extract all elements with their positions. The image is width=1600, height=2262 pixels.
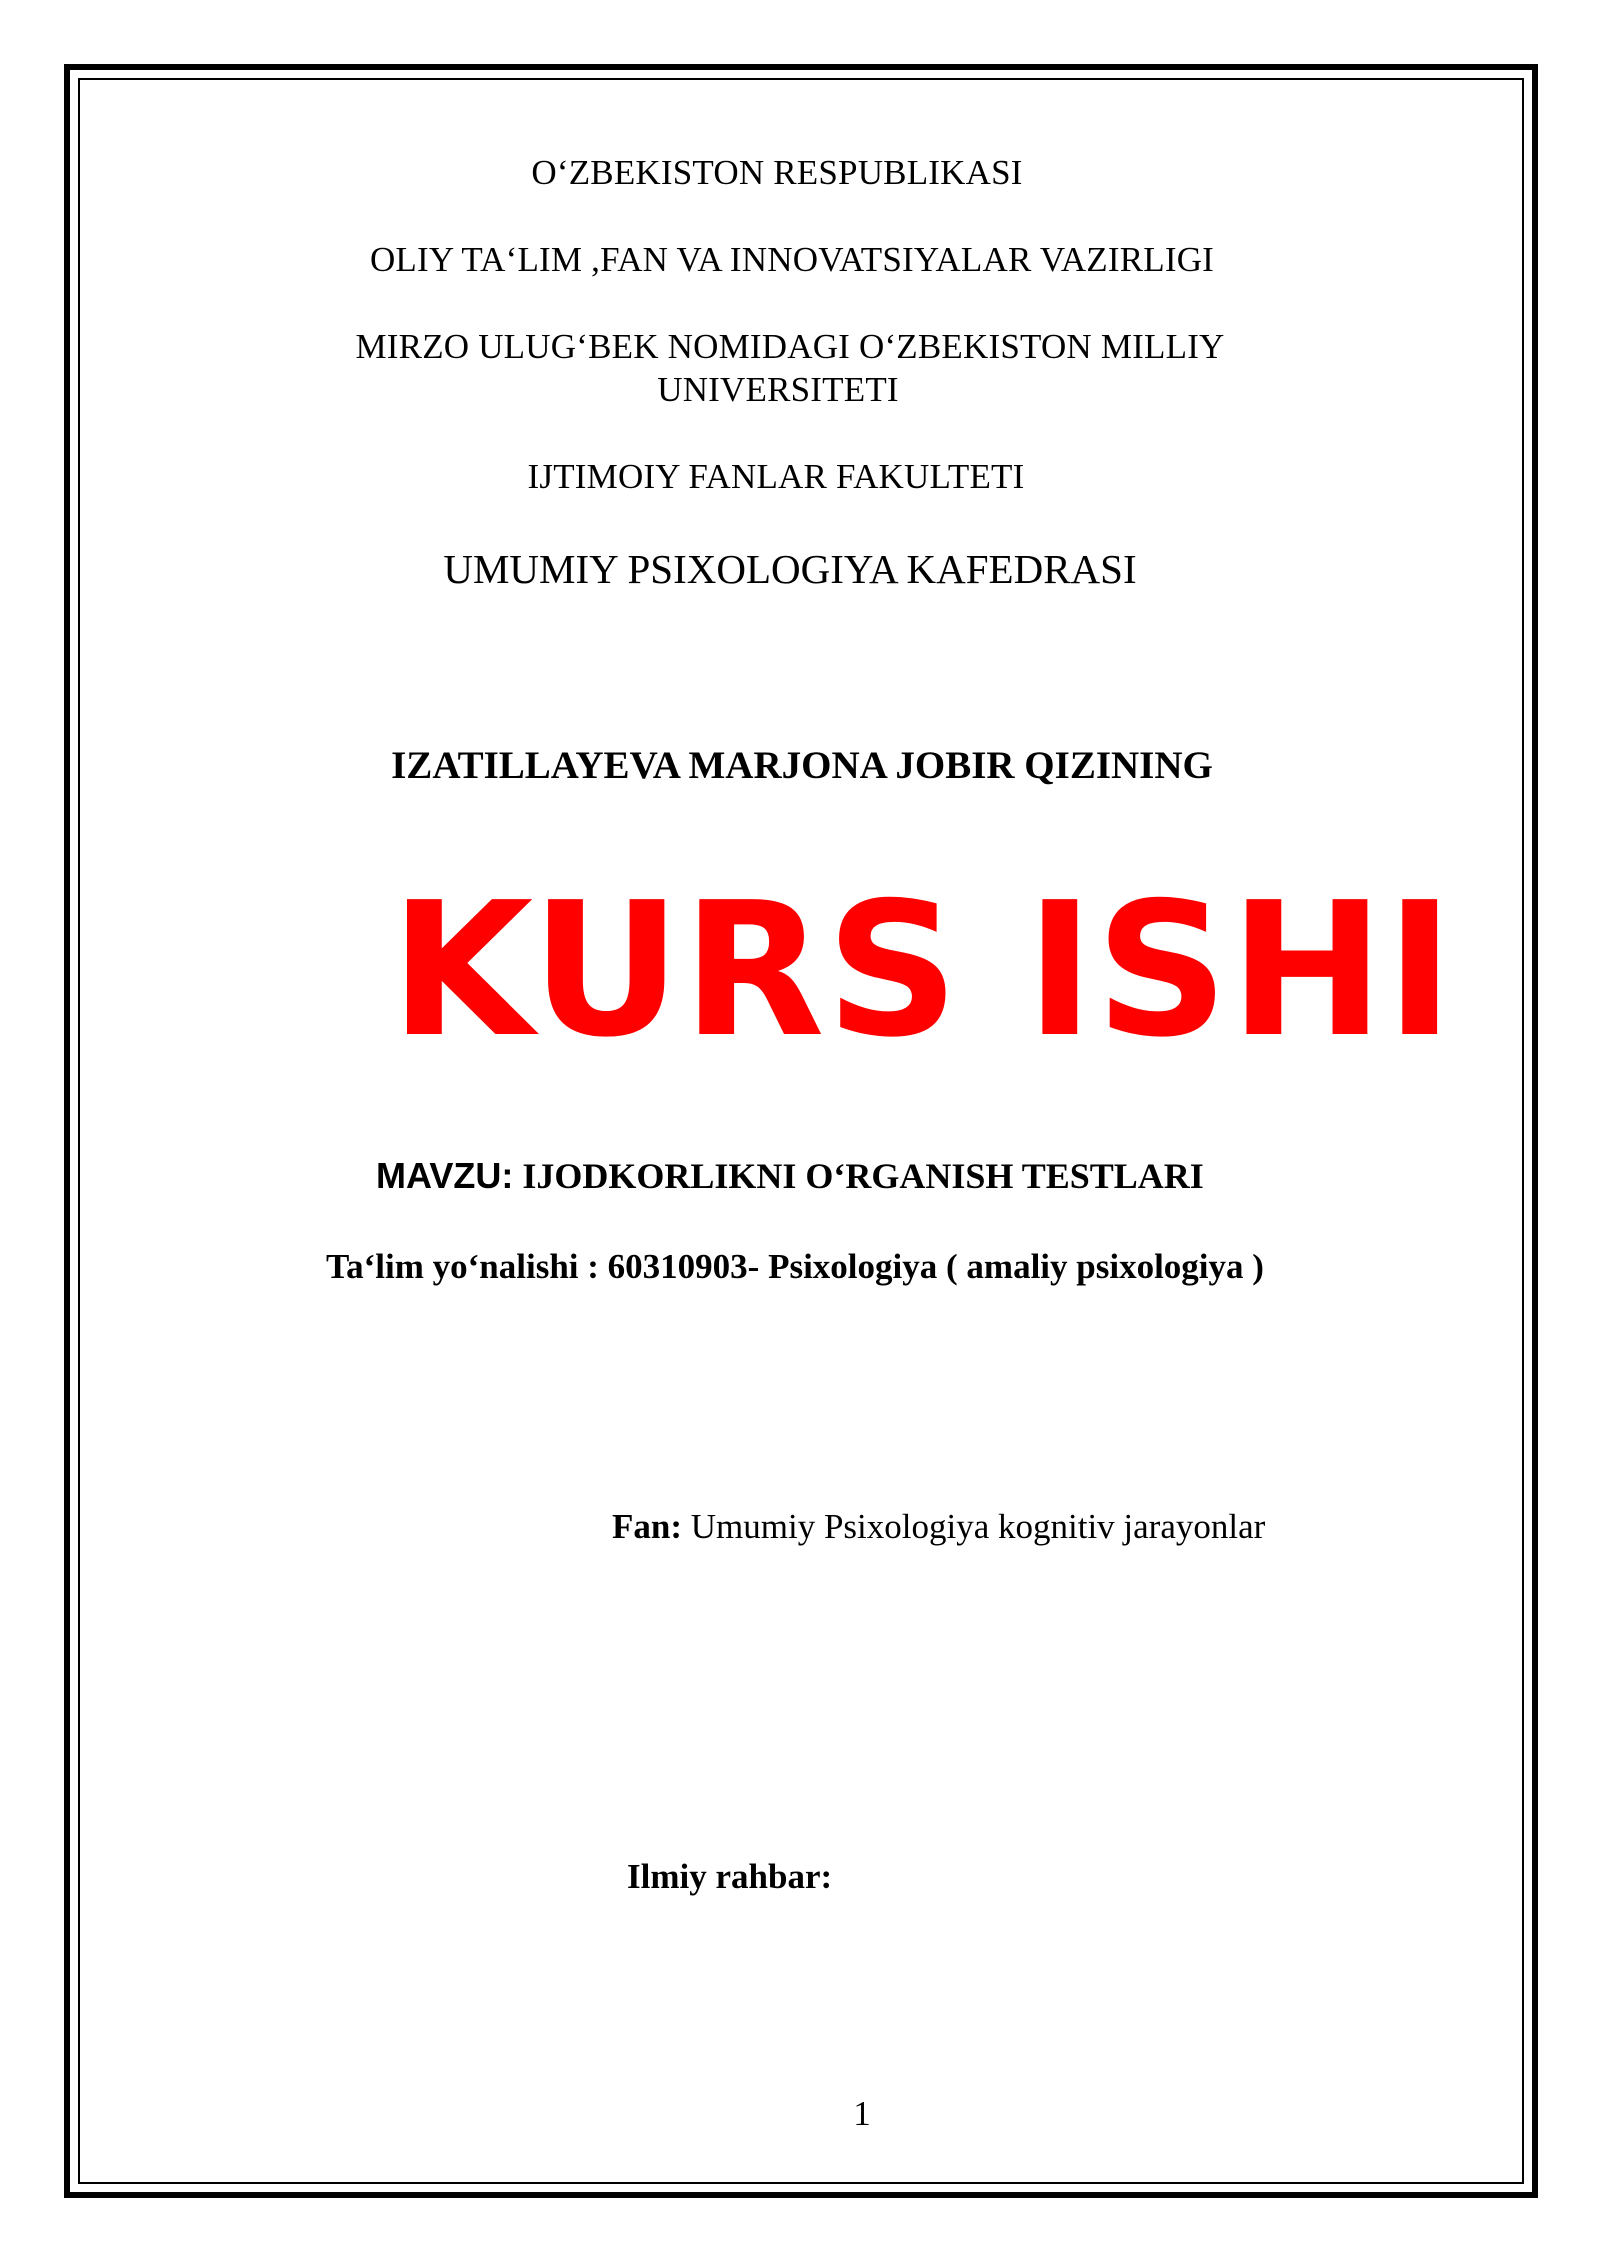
topic-value: IJODKORLIKNI O‘RGANISH TESTLARI bbox=[513, 1156, 1204, 1196]
author-name: IZATILLAYEVA MARJONA JOBIR QIZINING bbox=[391, 744, 1213, 787]
supervisor-label: Ilmiy rahbar: bbox=[627, 1857, 833, 1896]
university-heading-line2: UNIVERSITETI bbox=[657, 370, 899, 409]
subject-line bbox=[612, 1507, 1265, 1547]
topic-line bbox=[376, 1155, 1204, 1197]
subject-label: Fan: bbox=[612, 1507, 682, 1546]
direction-line: Ta‘lim yo‘nalishi : 60310903- Psixologiya ( amaliy psixologiya ) bbox=[326, 1247, 1264, 1286]
subject-value: Umumiy Psixologiya kognitiv jarayonlar bbox=[682, 1507, 1266, 1546]
faculty-heading: IJTIMOIY FANLAR FAKULTETI bbox=[527, 457, 1025, 496]
republic-heading: O‘ZBEKISTON RESPUBLIKASI bbox=[531, 153, 1023, 192]
ministry-heading: OLIY TA‘LIM ,FAN VA INNOVATSIYALAR VAZIRLIGI bbox=[369, 240, 1215, 279]
topic-label: MAVZU: bbox=[376, 1155, 514, 1196]
page-number: 1 bbox=[853, 2094, 871, 2133]
department-heading: UMUMIY PSIXOLOGIYA KAFEDRASI bbox=[443, 546, 1137, 592]
work-type-title: KURS ISHI bbox=[390, 862, 1456, 1078]
university-heading-line1: MIRZO ULUG‘BEK NOMIDAGI O‘ZBEKISTON MILLIY bbox=[355, 327, 1225, 366]
